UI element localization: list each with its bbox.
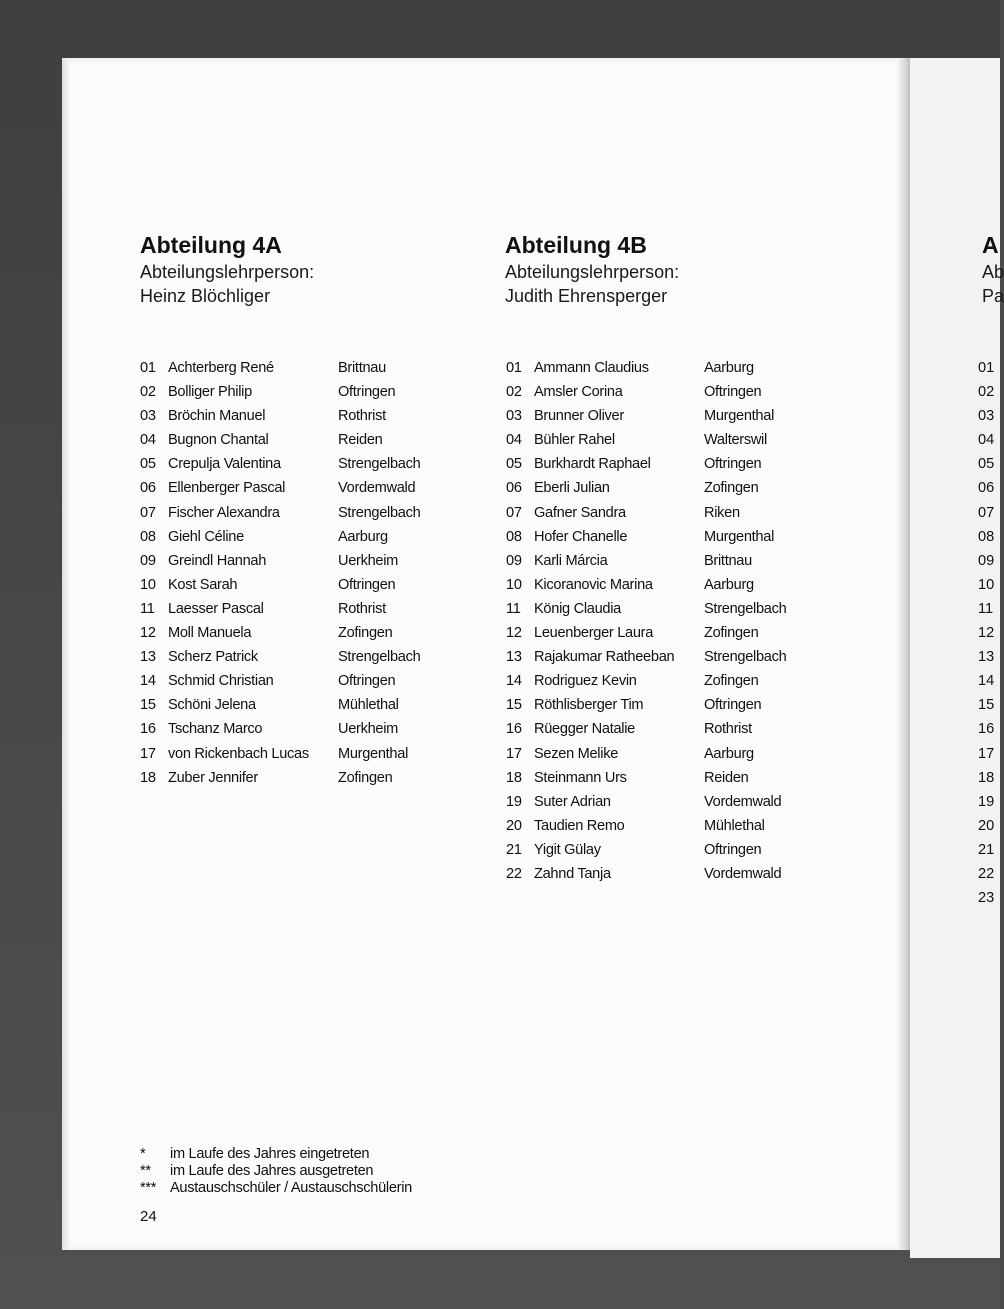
next-page-row-number: 21	[978, 841, 995, 858]
next-page-row-number: 08	[978, 528, 995, 545]
student-town: Reiden	[704, 769, 749, 786]
student-town: Vordemwald	[338, 480, 416, 497]
student-row	[506, 645, 846, 669]
student-row	[140, 501, 460, 525]
student-town: Zofingen	[704, 673, 759, 690]
student-number: 01	[506, 360, 522, 376]
student-town: Brittnau	[704, 552, 752, 569]
student-number: 10	[506, 576, 522, 593]
student-row	[506, 621, 846, 645]
student-town: Mühlethal	[704, 817, 765, 834]
student-number: 12	[140, 625, 156, 642]
student-row	[506, 404, 846, 428]
student-number: 18	[140, 769, 156, 786]
student-name: Yigit Gülay	[534, 841, 601, 858]
next-page-row-number: 22	[978, 865, 995, 882]
book-spine	[898, 58, 910, 1250]
student-number: 13	[140, 649, 156, 666]
student-number: 04	[506, 432, 522, 449]
student-row	[140, 525, 460, 549]
student-row	[506, 790, 846, 814]
student-row	[140, 428, 460, 452]
student-town: Zofingen	[338, 625, 393, 642]
legend-symbol: *	[140, 1146, 146, 1162]
student-row	[506, 669, 846, 693]
student-name: Brunner Oliver	[534, 408, 624, 425]
student-name: Burkhardt Raphael	[534, 456, 651, 473]
student-row	[506, 452, 846, 476]
student-row	[140, 404, 460, 428]
student-name: Taudien Remo	[534, 817, 625, 834]
teacher-name-4b: Judith Ehrensperger	[505, 286, 668, 306]
student-number: 06	[140, 480, 156, 497]
student-row	[140, 669, 460, 693]
student-row	[506, 742, 846, 766]
student-number: 06	[506, 480, 522, 497]
student-town: Walterswil	[704, 432, 767, 449]
student-row	[140, 549, 460, 573]
legend-item	[140, 1163, 412, 1180]
next-page-row-number: 04	[978, 432, 995, 449]
teacher-name-4a: Heinz Blöchliger	[140, 286, 271, 306]
student-town: Mühlethal	[338, 697, 399, 714]
student-town: Vordemwald	[704, 865, 782, 882]
student-town: Rothrist	[338, 408, 386, 425]
student-number: 08	[506, 528, 522, 545]
student-row	[140, 766, 460, 790]
student-row	[140, 573, 460, 597]
student-row	[506, 838, 846, 862]
student-town: Oftringen	[338, 576, 396, 593]
student-row	[140, 452, 460, 476]
student-row	[506, 501, 846, 525]
next-page-line1-fragment: Ab	[982, 262, 1004, 282]
student-number: 11	[140, 600, 155, 617]
student-name: Fischer Alexandra	[168, 504, 280, 521]
student-number: 07	[140, 504, 156, 521]
student-name: Giehl Céline	[168, 528, 244, 545]
student-row	[506, 814, 846, 838]
student-town: Strengelbach	[704, 649, 787, 666]
student-row	[506, 525, 846, 549]
student-town: Oftringen	[704, 697, 762, 714]
next-page-row-number: 12	[978, 625, 995, 642]
student-name: Crepulja Valentina	[168, 456, 281, 473]
student-name: Bugnon Chantal	[168, 432, 269, 449]
next-page-row-number: 06	[978, 480, 995, 497]
student-town: Aarburg	[704, 576, 754, 593]
next-page-line2-fragment: Pa	[982, 286, 1004, 306]
student-number: 12	[506, 625, 522, 642]
student-row	[506, 428, 846, 452]
student-number: 14	[140, 673, 156, 690]
next-page-row-number: 17	[978, 745, 995, 762]
page-number: 24	[140, 1208, 157, 1225]
student-name: König Claudia	[534, 600, 621, 617]
student-name: Sezen Melike	[534, 745, 619, 762]
student-number: 09	[506, 552, 522, 569]
teacher-label-4b: Abteilungslehrperson:	[505, 262, 680, 282]
student-town: Murgenthal	[704, 528, 775, 545]
student-row	[140, 693, 460, 717]
student-name: Scherz Patrick	[168, 649, 258, 666]
student-name: Bröchin Manuel	[168, 408, 266, 425]
student-number: 04	[140, 432, 156, 449]
next-page-row-number: 14	[978, 673, 995, 690]
next-page-row-number: 15	[978, 697, 995, 714]
student-row	[140, 476, 460, 500]
student-row	[506, 476, 846, 500]
next-page-row-number: 07	[978, 504, 995, 521]
student-list-4a	[140, 356, 460, 790]
student-row	[140, 742, 460, 766]
student-number: 17	[140, 745, 156, 762]
student-number: 05	[506, 456, 522, 473]
student-town: Vordemwald	[704, 793, 782, 810]
next-page-row-number: 18	[978, 769, 995, 786]
student-name: von Rickenbach Lucas	[168, 745, 309, 762]
student-number: 21	[506, 841, 522, 858]
student-row	[506, 862, 846, 886]
student-name: Ellenberger Pascal	[168, 480, 286, 497]
next-page-row-number: 02	[978, 384, 995, 401]
student-name: Ammann Claudius	[534, 360, 649, 376]
student-town: Uerkheim	[338, 721, 399, 738]
student-list-4b	[506, 356, 846, 886]
next-page-row-number: 09	[978, 552, 995, 569]
student-town: Aarburg	[704, 745, 754, 762]
student-town: Oftringen	[338, 384, 396, 401]
student-name: Suter Adrian	[534, 793, 611, 810]
student-number: 13	[506, 649, 522, 666]
student-number: 22	[506, 865, 522, 882]
student-name: Zuber Jennifer	[168, 769, 258, 786]
student-row	[140, 356, 460, 380]
student-number: 03	[506, 408, 522, 425]
student-town: Aarburg	[338, 528, 388, 545]
next-page-row-number: 20	[978, 817, 995, 834]
student-number: 10	[140, 576, 156, 593]
student-name: Leuenberger Laura	[534, 625, 654, 642]
student-row	[506, 549, 846, 573]
student-row	[140, 597, 460, 621]
student-town: Rothrist	[338, 600, 386, 617]
student-town: Zofingen	[704, 480, 759, 497]
next-page-row-number: 01	[978, 360, 995, 376]
legend-symbol: **	[140, 1163, 151, 1179]
student-number: 07	[506, 504, 522, 521]
student-row	[140, 645, 460, 669]
student-name: Schmid Christian	[168, 673, 274, 690]
next-page-row-number: 13	[978, 649, 995, 666]
student-name: Karli Márcia	[534, 552, 608, 569]
student-name: Rodriguez Kevin	[534, 673, 637, 690]
student-number: 11	[506, 600, 521, 617]
student-town: Strengelbach	[338, 456, 421, 473]
student-town: Murgenthal	[338, 745, 409, 762]
next-page-row-number: 03	[978, 408, 995, 425]
next-page-row-number: 10	[978, 576, 995, 593]
student-name: Moll Manuela	[168, 625, 252, 642]
next-page-number-column	[978, 356, 994, 910]
student-number: 17	[506, 745, 522, 762]
next-page-title-fragment: A	[982, 232, 999, 258]
page-edge	[62, 58, 70, 1250]
student-town: Oftringen	[704, 841, 762, 858]
student-town: Oftringen	[704, 384, 762, 401]
section-title-4a: Abteilung 4A	[140, 232, 282, 258]
next-page-row-number: 16	[978, 721, 995, 738]
student-number: 02	[506, 384, 522, 401]
student-row	[140, 621, 460, 645]
student-town: Zofingen	[338, 769, 393, 786]
student-town: Murgenthal	[704, 408, 775, 425]
student-row	[506, 717, 846, 741]
legend-item	[140, 1146, 412, 1163]
student-town: Uerkheim	[338, 552, 399, 569]
next-page-row-number: 23	[978, 890, 995, 907]
student-row	[506, 380, 846, 404]
student-town: Brittnau	[338, 360, 386, 376]
student-town: Oftringen	[704, 456, 762, 473]
student-number: 14	[506, 673, 522, 690]
student-number: 19	[506, 793, 522, 810]
student-number: 16	[506, 721, 522, 738]
student-number: 09	[140, 552, 156, 569]
student-town: Strengelbach	[704, 600, 787, 617]
student-name: Röthlisberger Tim	[534, 697, 644, 714]
student-name: Laesser Pascal	[168, 600, 264, 617]
student-row	[506, 597, 846, 621]
student-number: 03	[140, 408, 156, 425]
student-town: Reiden	[338, 432, 383, 449]
student-row	[506, 573, 846, 597]
next-page-row-number: 05	[978, 456, 995, 473]
student-name: Steinmann Urs	[534, 769, 627, 786]
legend-text: im Laufe des Jahres eingetreten	[170, 1146, 370, 1162]
legend-text: im Laufe des Jahres ausgetreten	[170, 1163, 374, 1179]
legend-symbol: ***	[140, 1180, 157, 1196]
student-town: Zofingen	[704, 625, 759, 642]
student-name: Eberli Julian	[534, 480, 610, 497]
student-row	[140, 380, 460, 404]
student-number: 15	[140, 697, 156, 714]
student-number: 05	[140, 456, 156, 473]
student-town: Rothrist	[704, 721, 752, 738]
student-name: Tschanz Marco	[168, 721, 263, 738]
student-name: Gafner Sandra	[534, 504, 626, 521]
student-name: Amsler Corina	[534, 384, 623, 401]
section-title-4b: Abteilung 4B	[505, 232, 647, 258]
next-page-row-number: 19	[978, 793, 995, 810]
student-name: Rüegger Natalie	[534, 721, 635, 738]
student-number: 01	[140, 360, 156, 376]
student-name: Bühler Rahel	[534, 432, 615, 449]
student-name: Rajakumar Ratheeban	[534, 649, 675, 666]
student-town: Riken	[704, 504, 740, 521]
student-name: Zahnd Tanja	[534, 865, 611, 882]
legend-item	[140, 1180, 412, 1197]
student-row	[140, 717, 460, 741]
student-town: Aarburg	[704, 360, 754, 376]
student-number: 02	[140, 384, 156, 401]
student-number: 18	[506, 769, 522, 786]
student-name: Kicoranovic Marina	[534, 576, 653, 593]
student-town: Oftringen	[338, 673, 396, 690]
next-page-row-number: 11	[978, 600, 994, 617]
student-row	[506, 693, 846, 717]
student-name: Greindl Hannah	[168, 552, 267, 569]
student-town: Strengelbach	[338, 649, 421, 666]
legend	[140, 1146, 412, 1197]
student-row	[506, 766, 846, 790]
student-name: Kost Sarah	[168, 576, 238, 593]
student-number: 16	[140, 721, 156, 738]
student-name: Schöni Jelena	[168, 697, 256, 714]
student-town: Strengelbach	[338, 504, 421, 521]
student-name: Achterberg René	[168, 360, 274, 376]
student-number: 08	[140, 528, 156, 545]
student-name: Hofer Chanelle	[534, 528, 628, 545]
student-name: Bolliger Philip	[168, 384, 252, 401]
teacher-label-4a: Abteilungslehrperson:	[140, 262, 315, 282]
student-row	[506, 356, 846, 380]
student-number: 20	[506, 817, 522, 834]
legend-text: Austauschschüler / Austauschschülerin	[170, 1180, 412, 1196]
student-number: 15	[506, 697, 522, 714]
